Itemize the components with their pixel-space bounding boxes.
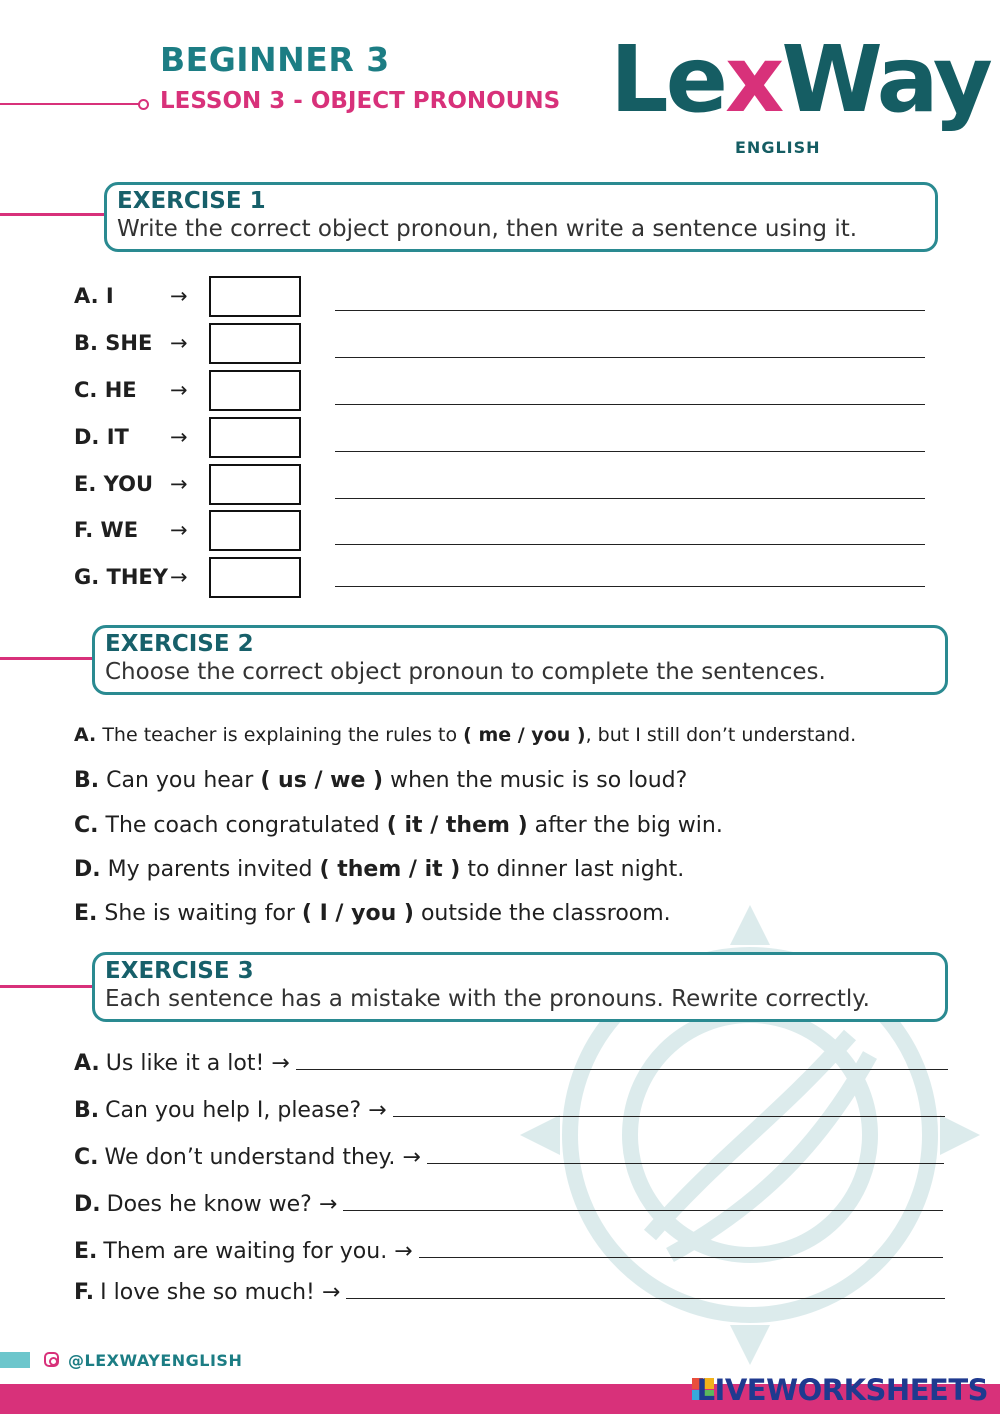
sentence-answer-line[interactable] bbox=[335, 451, 925, 452]
sentence-answer-line[interactable] bbox=[335, 310, 925, 311]
pronoun-choice[interactable]: ( I / you ) bbox=[301, 901, 414, 926]
level-title: BEGINNER 3 bbox=[160, 40, 390, 79]
exercise3-item: F. I love she so much! → bbox=[74, 1280, 945, 1305]
sentence-answer-line[interactable] bbox=[335, 586, 925, 587]
exercise2-item: A. The teacher is explaining the rules to ( me / you ), but I still don’t understand. bbox=[74, 724, 857, 746]
social-handle: @LEXWAYENGLISH bbox=[68, 1351, 243, 1370]
arrow-icon: → bbox=[170, 518, 188, 542]
sentence-answer-line[interactable] bbox=[335, 404, 925, 405]
exercise3-header bbox=[92, 952, 948, 1022]
exercise1-instruction: Write the correct object pronoun, then write a sentence using it. bbox=[117, 216, 858, 242]
exercise2-item: B. Can you hear ( us / we ) when the music is so loud? bbox=[74, 768, 688, 793]
exercise2-item: C. The coach congratulated ( it / them ) after the big win. bbox=[74, 813, 723, 838]
arrow-icon: → bbox=[170, 331, 188, 355]
arrow-icon: → bbox=[170, 472, 188, 496]
exercise1-title: EXERCISE 1 bbox=[117, 188, 266, 214]
logo-text-x: x bbox=[725, 26, 782, 133]
liveworksheets-brand[interactable]: LIVEWORKSHEETS bbox=[696, 1373, 988, 1407]
exercise3-item: C. We don’t understand they. → bbox=[74, 1145, 944, 1170]
exercise3-item: B. Can you help I, please? → bbox=[74, 1098, 945, 1123]
exercise3-decor-line bbox=[0, 985, 96, 988]
pronoun-answer-box[interactable] bbox=[209, 370, 301, 411]
footer-accent bbox=[0, 1352, 30, 1368]
lesson-decor-line bbox=[0, 103, 140, 105]
exercise2-title: EXERCISE 2 bbox=[105, 631, 254, 657]
exercise3-item: E. Them are waiting for you. → bbox=[74, 1239, 943, 1264]
exercise3-item: D. Does he know we? → bbox=[74, 1192, 943, 1217]
pronoun-answer-box[interactable] bbox=[209, 323, 301, 364]
pronoun-answer-box[interactable] bbox=[209, 417, 301, 458]
rewrite-answer-line[interactable] bbox=[427, 1145, 944, 1164]
exercise1-label: C. HE bbox=[74, 378, 137, 402]
rewrite-answer-line[interactable] bbox=[346, 1280, 945, 1299]
pronoun-answer-box[interactable] bbox=[209, 464, 301, 505]
lexway-logo bbox=[610, 26, 990, 133]
exercise1-label: A. I bbox=[74, 284, 114, 308]
logo-subtitle: ENGLISH bbox=[735, 138, 821, 157]
exercise1-label: B. SHE bbox=[74, 331, 153, 355]
pronoun-choice[interactable]: ( us / we ) bbox=[260, 768, 384, 793]
exercise1-label: F. WE bbox=[74, 518, 139, 542]
lesson-decor-dot bbox=[138, 99, 149, 110]
pronoun-choice[interactable]: ( me / you ) bbox=[463, 724, 586, 746]
rewrite-answer-line[interactable] bbox=[343, 1192, 943, 1211]
exercise3-title: EXERCISE 3 bbox=[105, 958, 254, 984]
exercise3-item: A. Us like it a lot! → bbox=[74, 1051, 948, 1076]
logo-text-part1: Le bbox=[610, 26, 726, 133]
sentence-answer-line[interactable] bbox=[335, 544, 925, 545]
logo-text-part2: Way bbox=[781, 26, 990, 133]
pronoun-answer-box[interactable] bbox=[209, 510, 301, 551]
exercise2-instruction: Choose the correct object pronoun to complete the sentences. bbox=[105, 659, 826, 685]
instagram-icon bbox=[44, 1352, 59, 1367]
exercise2-decor-line bbox=[0, 657, 96, 660]
sentence-answer-line[interactable] bbox=[335, 357, 925, 358]
exercise2-item: E. She is waiting for ( I / you ) outside the classroom. bbox=[74, 901, 671, 926]
exercise2-header bbox=[92, 625, 948, 695]
exercise1-decor-line bbox=[0, 213, 108, 216]
pronoun-choice[interactable]: ( them / it ) bbox=[319, 857, 461, 882]
arrow-icon: → bbox=[170, 284, 188, 308]
exercise1-label: E. YOU bbox=[74, 472, 153, 496]
sentence-answer-line[interactable] bbox=[335, 498, 925, 499]
exercise1-header bbox=[104, 182, 938, 252]
pronoun-choice[interactable]: ( it / them ) bbox=[386, 813, 528, 838]
pronoun-answer-box[interactable] bbox=[209, 557, 301, 598]
lesson-title: LESSON 3 - OBJECT PRONOUNS bbox=[160, 88, 561, 114]
exercise1-label: D. IT bbox=[74, 425, 129, 449]
exercise2-item: D. My parents invited ( them / it ) to dinner last night. bbox=[74, 857, 685, 882]
rewrite-answer-line[interactable] bbox=[296, 1051, 948, 1070]
exercise1-label: G. THEY bbox=[74, 565, 168, 589]
arrow-icon: → bbox=[170, 425, 188, 449]
rewrite-answer-line[interactable] bbox=[419, 1239, 943, 1258]
pronoun-answer-box[interactable] bbox=[209, 276, 301, 317]
rewrite-answer-line[interactable] bbox=[393, 1098, 945, 1117]
arrow-icon: → bbox=[170, 378, 188, 402]
arrow-icon: → bbox=[170, 565, 188, 589]
exercise3-instruction: Each sentence has a mistake with the pronouns. Rewrite correctly. bbox=[105, 986, 870, 1012]
